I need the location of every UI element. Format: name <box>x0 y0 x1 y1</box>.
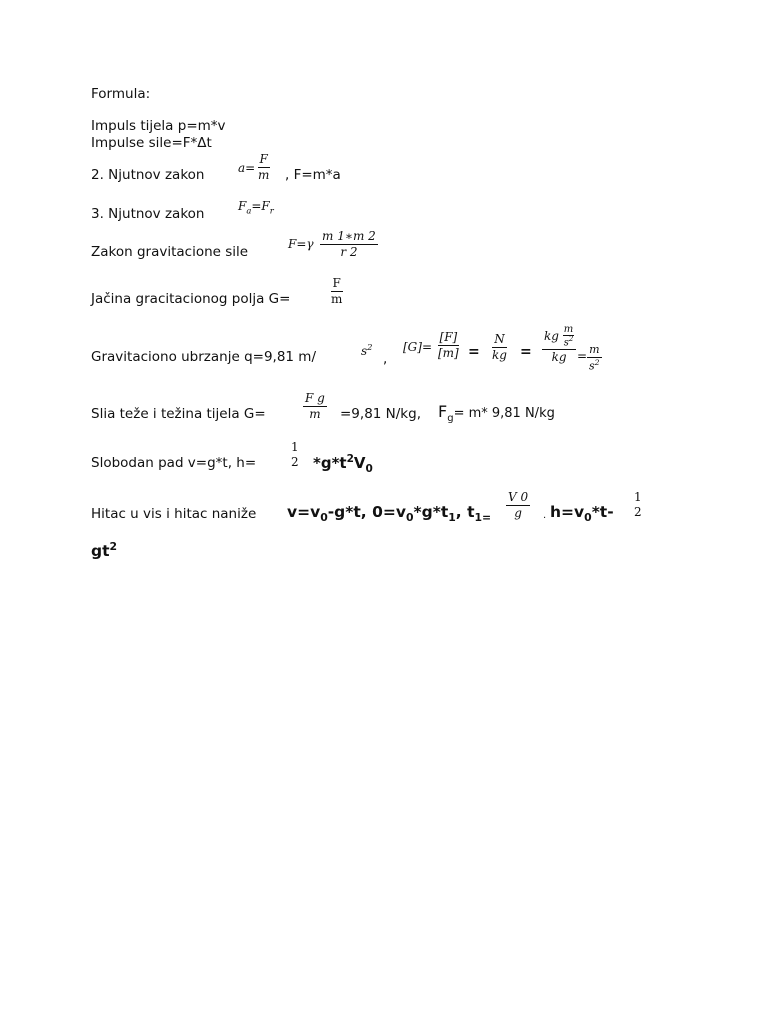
tezina-after: =9,81 N/kg, <box>340 406 421 422</box>
ubrzanje-ms-num: m <box>589 343 600 356</box>
hitac-half-den: 2 <box>634 504 642 519</box>
slobodan-fraction <box>289 441 301 468</box>
gravitacija-fraction <box>320 230 378 258</box>
gravitacija-num: m 1∗m 2 <box>322 229 376 243</box>
ubrzanje-compound-den: kg <box>551 350 567 365</box>
hitac-formula-1: $v=v_0-g*t$, $0=v_0*g*t_1$, $t_{1=}$ <box>287 503 492 525</box>
ubrzanje-g-bracket: [G]= <box>403 340 433 354</box>
ubrzanje-eq1: = <box>468 344 480 360</box>
slobodan-den: 2 <box>291 454 299 469</box>
ubrzanje-eq3: = <box>577 349 588 363</box>
gravitacija-label: Zakon gravitacione sile <box>91 244 249 260</box>
tezina-fraction <box>303 392 327 420</box>
ubrzanje-s2: $s^2$ <box>361 342 373 358</box>
ubrzanje-eq2: = <box>520 344 532 360</box>
impulse-sile: Impulse sile=F*Δt <box>91 135 212 151</box>
jacina-den: m <box>331 291 343 306</box>
njutnov3-formula: $F_a=F_r$ <box>238 199 274 216</box>
ubrzanje-comma: , <box>383 351 388 367</box>
tezina-den: m <box>309 406 321 421</box>
ubrzanje-compound-fraction <box>542 325 576 364</box>
hitac-dot: . <box>543 510 547 521</box>
tezina-fg: $F_g= m*$ 9,81 N/kg <box>438 402 555 425</box>
ubrzanje-nkg-den: kg <box>492 347 507 362</box>
ubrzanje-ms-fraction <box>587 344 602 372</box>
jacina-num: F <box>332 276 341 290</box>
njutnov2-num: F <box>259 152 268 166</box>
ubrzanje-nkg-fraction <box>490 333 509 361</box>
njutnov2-a-lhs: a= <box>238 161 256 175</box>
ubrzanje-compound-num: kg $\frac{m}{s^2}$ <box>542 325 576 350</box>
hitac-gt2: $gt^2$ <box>91 540 118 561</box>
gravitacija-den: r 2 <box>340 244 358 259</box>
njutnov2-den: m <box>258 167 270 182</box>
hitac-v0-den: g <box>514 505 522 520</box>
ubrzanje-ms-den: $s^2$ <box>589 357 600 373</box>
tezina-num: F g <box>305 391 325 405</box>
hitac-v0-num: V 0 <box>508 490 529 504</box>
hitac-half-fraction <box>632 491 644 518</box>
formula-heading: Formula: <box>91 86 151 102</box>
njutnov3-label: 3. Njutnov zakon <box>91 206 205 222</box>
ubrzanje-g-den: [m] <box>438 345 459 360</box>
hitac-v0-fraction <box>506 491 530 519</box>
jacina-fraction <box>329 277 344 305</box>
njutnov2-label: 2. Njutnov zakon <box>91 167 205 183</box>
ubrzanje-nkg-num: N <box>494 332 505 346</box>
hitac-label: Hitac u vis i hitac naniže <box>91 506 257 522</box>
gravitacija-lhs: F=γ <box>288 237 314 251</box>
slobodan-num: 1 <box>291 440 299 454</box>
ubrzanje-label: Gravitaciono ubrzanje q=9,81 m/ <box>91 349 316 365</box>
njutnov2-tail: , F=m*a <box>285 167 341 183</box>
jacina-label: Jačina gracitacionog polja G= <box>91 291 291 307</box>
ubrzanje-g-fraction <box>436 331 461 359</box>
tezina-label: Slia teže i težina tijela G= <box>91 406 266 422</box>
njutnov2-fraction <box>256 153 271 181</box>
slobodan-label: Slobodan pad v=g*t, h= <box>91 455 257 471</box>
ubrzanje-g-num: [F] <box>439 330 458 344</box>
impuls-tijela: Impuls tijela p=m*v <box>91 118 226 134</box>
hitac-formula-2: $h=v_0*t-$ <box>550 503 614 525</box>
hitac-half-num: 1 <box>634 490 642 504</box>
slobodan-tail: $*g*t^2V_0$ <box>313 453 373 475</box>
